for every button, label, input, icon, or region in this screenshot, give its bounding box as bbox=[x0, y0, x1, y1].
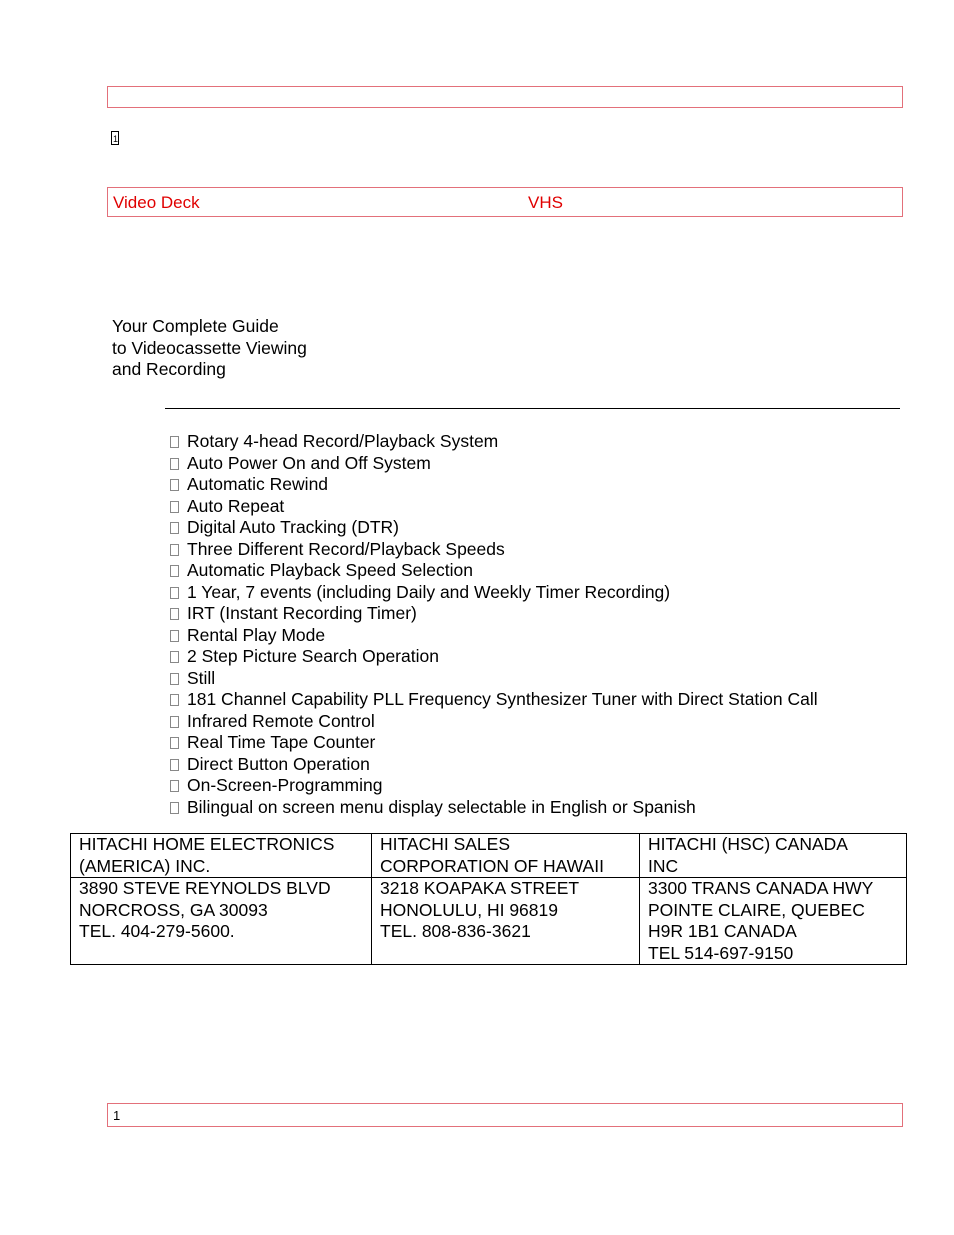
bullet-box-icon bbox=[170, 436, 179, 448]
contact-address-cell bbox=[71, 878, 372, 965]
feature-item bbox=[170, 797, 818, 819]
contact-address-line: 3890 STEVE REYNOLDS BLVD bbox=[79, 878, 331, 898]
feature-item bbox=[170, 496, 818, 518]
bullet-box-icon bbox=[170, 802, 179, 814]
contact-address-line: 3300 TRANS CANADA HWY bbox=[648, 878, 874, 898]
bullet-box-icon bbox=[170, 522, 179, 534]
bullet-box-icon bbox=[170, 716, 179, 728]
feature-item bbox=[170, 517, 818, 539]
contact-name-line: HITACHI SALES bbox=[380, 834, 510, 854]
bullet-box-icon bbox=[170, 737, 179, 749]
feature-list bbox=[170, 431, 818, 818]
contact-address-line: HONOLULU, HI 96819 bbox=[380, 899, 558, 920]
guide-title-line: and Recording bbox=[112, 359, 226, 379]
feature-item bbox=[170, 582, 818, 604]
footer-bar bbox=[107, 1103, 903, 1127]
contact-address-cell bbox=[372, 878, 640, 965]
feature-text: Automatic Rewind bbox=[187, 474, 329, 494]
product-label: Video Deck bbox=[113, 193, 200, 212]
contact-name-line: CORPORATION OF HAWAII bbox=[380, 855, 604, 876]
bullet-box-icon bbox=[170, 458, 179, 470]
feature-item bbox=[170, 560, 818, 582]
feature-text: Rental Play Mode bbox=[187, 624, 326, 645]
contact-name-line: HITACHI (HSC) CANADA bbox=[648, 834, 848, 854]
bullet-box-icon bbox=[170, 479, 179, 491]
format-label: VHS bbox=[528, 193, 563, 212]
contact-name-line: HITACHI HOME ELECTRONICS bbox=[79, 834, 335, 854]
feature-text: Auto Repeat bbox=[187, 495, 285, 516]
bullet-box-icon bbox=[170, 501, 179, 513]
feature-item bbox=[170, 625, 818, 647]
title-bar bbox=[107, 187, 903, 217]
feature-text: IRT (Instant Recording Timer) bbox=[187, 603, 417, 623]
page-marker: 1 bbox=[111, 131, 119, 145]
bullet-box-icon bbox=[170, 759, 179, 771]
bullet-box-icon bbox=[170, 673, 179, 685]
feature-item bbox=[170, 646, 818, 668]
feature-text: Bilingual on screen menu display selectable in English or Spanish bbox=[187, 796, 696, 817]
feature-item bbox=[170, 668, 818, 690]
horizontal-divider bbox=[165, 408, 900, 409]
feature-text: 2 Step Picture Search Operation bbox=[187, 646, 439, 666]
contact-address-cell bbox=[640, 878, 907, 965]
contacts-address-row bbox=[71, 878, 907, 965]
feature-text: Auto Power On and Off System bbox=[187, 452, 431, 473]
bullet-box-icon bbox=[170, 694, 179, 706]
contacts-name-row bbox=[71, 834, 907, 878]
feature-item bbox=[170, 711, 818, 733]
feature-item bbox=[170, 453, 818, 475]
bullet-box-icon bbox=[170, 608, 179, 620]
contact-name-cell bbox=[640, 834, 907, 878]
contact-name-line: (AMERICA) INC. bbox=[79, 855, 211, 876]
feature-text: Automatic Playback Speed Selection bbox=[187, 560, 473, 580]
bullet-box-icon bbox=[170, 651, 179, 663]
feature-item bbox=[170, 431, 818, 453]
guide-title bbox=[112, 316, 307, 381]
feature-text: Digital Auto Tracking (DTR) bbox=[187, 517, 400, 537]
feature-text: Three Different Record/Playback Speeds bbox=[187, 538, 505, 559]
feature-item bbox=[170, 539, 818, 561]
bullet-box-icon bbox=[170, 544, 179, 556]
header-bar bbox=[107, 86, 903, 108]
contact-address-line: POINTE CLAIRE, QUEBEC bbox=[648, 899, 865, 920]
feature-item bbox=[170, 754, 818, 776]
feature-text: Real Time Tape Counter bbox=[187, 732, 376, 752]
page-number: 1 bbox=[113, 1108, 121, 1123]
feature-item bbox=[170, 474, 818, 496]
bullet-box-icon bbox=[170, 565, 179, 577]
bullet-box-icon bbox=[170, 587, 179, 599]
feature-item bbox=[170, 732, 818, 754]
bullet-box-icon bbox=[170, 630, 179, 642]
contact-address-line: H9R 1B1 CANADA bbox=[648, 921, 797, 941]
contact-address-line: TEL 514-697-9150 bbox=[648, 942, 794, 963]
feature-text: 181 Channel Capability PLL Frequency Synthesizer Tuner with Direct Station Call bbox=[187, 689, 818, 709]
feature-item bbox=[170, 689, 818, 711]
feature-text: On-Screen-Programming bbox=[187, 775, 383, 795]
contact-name-line: INC bbox=[648, 855, 679, 876]
feature-text: Infrared Remote Control bbox=[187, 710, 375, 731]
bullet-box-icon bbox=[170, 780, 179, 792]
feature-text: Still bbox=[187, 667, 216, 688]
feature-item bbox=[170, 603, 818, 625]
contact-name-cell bbox=[372, 834, 640, 878]
contact-address-line: 3218 KOAPAKA STREET bbox=[380, 878, 580, 898]
feature-text: Direct Button Operation bbox=[187, 753, 370, 774]
feature-text: 1 Year, 7 events (including Daily and Weekly Timer Recording) bbox=[187, 581, 671, 602]
feature-item bbox=[170, 775, 818, 797]
contacts-table bbox=[70, 833, 907, 965]
contact-address-line: TEL. 808-836-3621 bbox=[380, 921, 531, 941]
contact-address-line: TEL. 404-279-5600. bbox=[79, 921, 235, 941]
feature-text: Rotary 4-head Record/Playback System bbox=[187, 431, 499, 451]
guide-title-line: to Videocassette Viewing bbox=[112, 337, 307, 358]
guide-title-line: Your Complete Guide bbox=[112, 316, 279, 336]
contact-address-line: NORCROSS, GA 30093 bbox=[79, 899, 268, 920]
contact-name-cell bbox=[71, 834, 372, 878]
